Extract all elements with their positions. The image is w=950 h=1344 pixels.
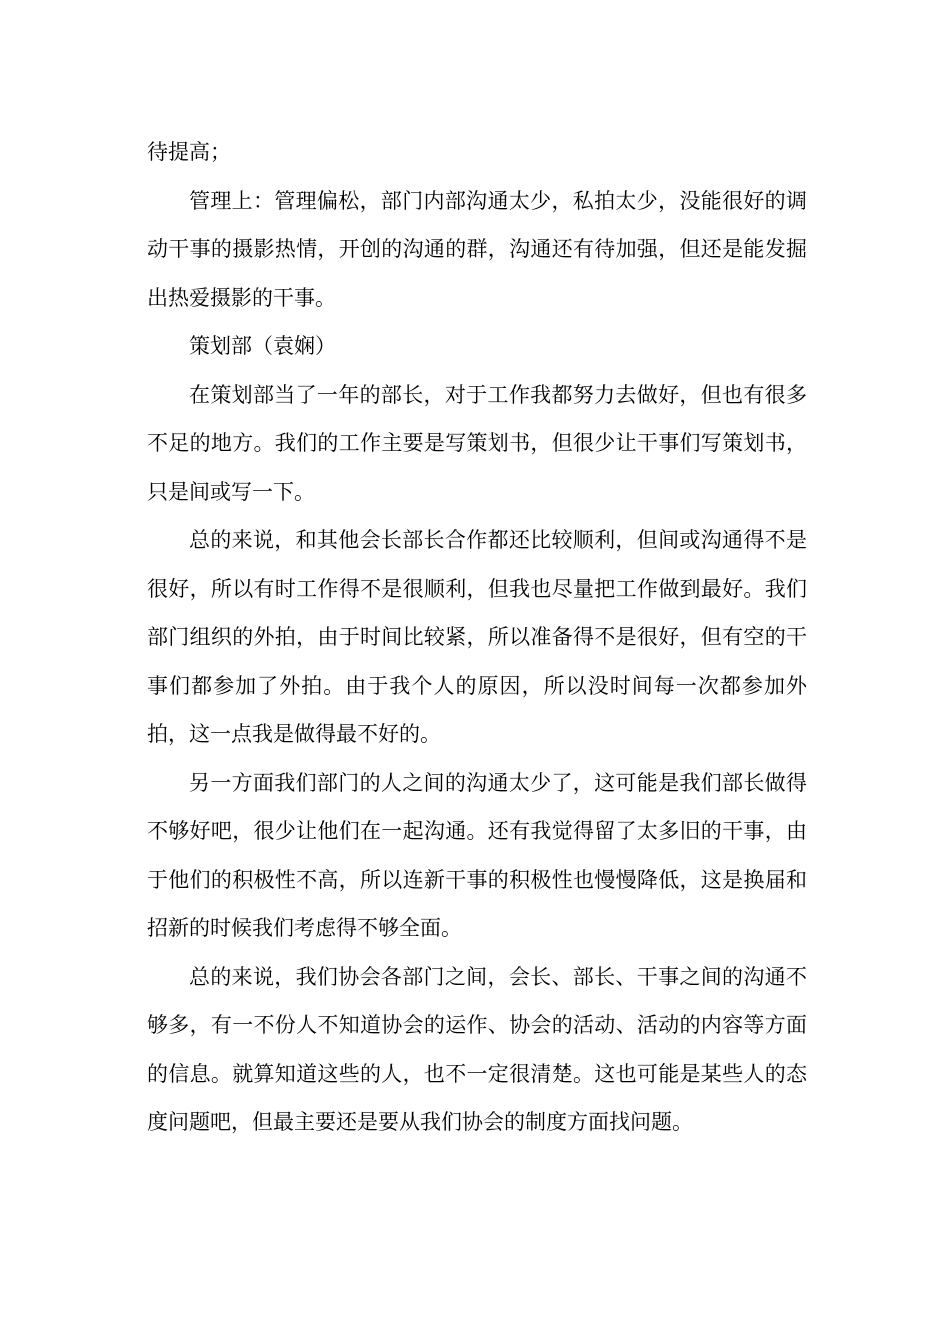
paragraph-management: 管理上：管理偏松，部门内部沟通太少，私拍太少，没能很好的调动干事的摄影热情，开创的沟通的群，沟通还有待加强，但还是能发掘出热爱摄影的干事。: [147, 188, 807, 310]
paragraph-communication: 另一方面我们部门的人之间的沟通太少了，这可能是我们部长做得不够好吧，很少让他们在一起沟通。还有我觉得留了太多旧的干事，由于他们的积极性不高，所以连新干事的积极性也慢慢降低，这是换届和招新的时候我们考虑得不够全面。: [147, 770, 807, 940]
paragraph-cooperation: 总的来说，和其他会长部长合作都还比较顺利，但间或沟通得不是很好，所以有时工作得不是很顺利，但我也尽量把工作做到最好。我们部门组织的外拍，由于时间比较紧，所以准备得不是很好，但有空的干事们都参加了外拍。由于我个人的原因，所以没时间每一次都参加外拍，这一点我是做得最不好的。: [147, 528, 807, 746]
paragraph-summary: 总的来说，我们协会各部门之间，会长、部长、干事之间的沟通不够多，有一不份人不知道协会的运作、协会的活动、活动的内容等方面的信息。就算知道这些的人，也不一定很清楚。这也可能是某些人的态度问题吧，但最主要还是要从我们协会的制度方面找问题。: [147, 964, 807, 1134]
paragraph-planning-intro: 在策划部当了一年的部长，对于工作我都努力去做好，但也有很多不足的地方。我们的工作主要是写策划书，但很少让干事们写策划书，只是间或写一下。: [147, 382, 807, 504]
document-body: [147, 128, 807, 1147]
section-heading-planning: 策划部（袁娴）: [189, 334, 336, 358]
paragraph-continuation: 待提高；: [147, 140, 231, 164]
